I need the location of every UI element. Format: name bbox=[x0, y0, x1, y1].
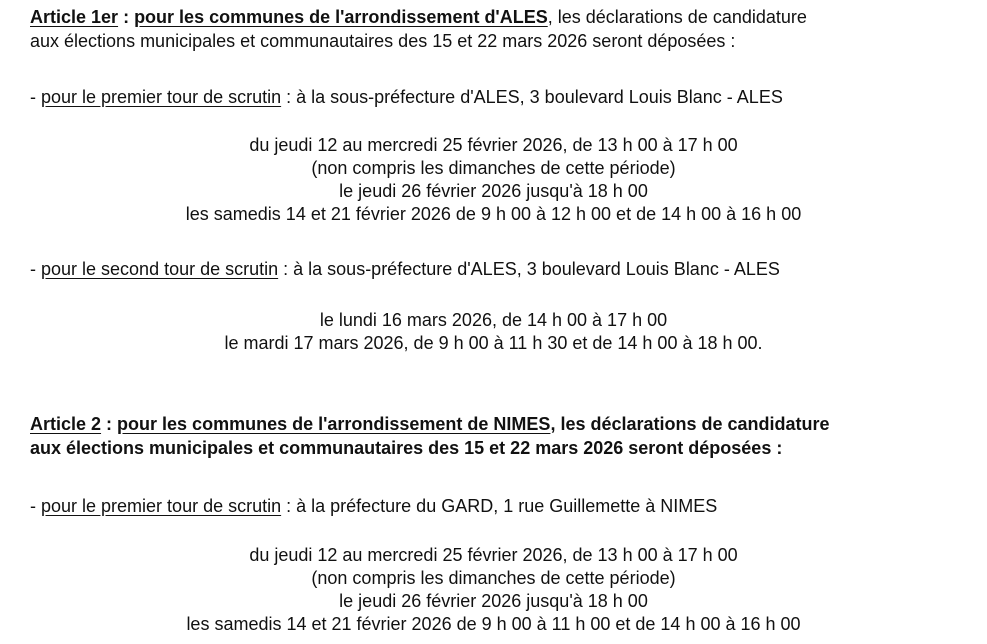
article2-first-schedule-1: du jeudi 12 au mercredi 25 février 2026, de 13 h 00 à 17 h 00 bbox=[249, 545, 738, 565]
article2-label: Article 2 bbox=[30, 414, 102, 434]
article1-first-round-prefix: - bbox=[30, 87, 41, 107]
article2-first-round-prefix: - bbox=[30, 496, 41, 516]
article1-first-schedule-2: (non compris les dimanches de cette période) bbox=[311, 158, 676, 178]
article2-first-schedule-2: (non compris les dimanches de cette période) bbox=[311, 568, 676, 588]
article1-first-round-line bbox=[30, 86, 783, 108]
article1-second-schedule-2: le mardi 17 mars 2026, de 9 h 00 à 11 h 30 et de 14 h 00 à 18 h 00. bbox=[224, 333, 763, 353]
article2-separator: : bbox=[101, 414, 118, 434]
article2-heading-line bbox=[30, 413, 830, 435]
article1-separator: : bbox=[118, 7, 135, 27]
article1-second-round-place: : à la sous-préfecture d'ALES, 3 boulevard Louis Blanc - ALES bbox=[278, 259, 780, 279]
article2-first-round-place: : à la préfecture du GARD, 1 rue Guillemette à NIMES bbox=[281, 496, 718, 516]
article1-first-schedule-1: du jeudi 12 au mercredi 25 février 2026, de 13 h 00 à 17 h 00 bbox=[249, 135, 738, 155]
article2-first-schedule-3: le jeudi 26 février 2026 jusqu'à 18 h 00 bbox=[339, 591, 648, 611]
article1-intro-line2: aux élections municipales et communautaires des 15 et 22 mars 2026 seront déposées : bbox=[30, 31, 736, 51]
article2-first-round-label: pour le premier tour de scrutin bbox=[41, 496, 282, 516]
article2-first-round-line bbox=[30, 495, 717, 517]
article1-first-round-label: pour le premier tour de scrutin bbox=[41, 87, 282, 107]
article1-second-round-label: pour le second tour de scrutin bbox=[41, 259, 279, 279]
article1-intro-rest: , les déclarations de candidature bbox=[547, 7, 807, 27]
article2-intro-rest: , les déclarations de candidature bbox=[550, 414, 830, 434]
article1-second-round-line bbox=[30, 258, 780, 280]
article1-first-schedule-4: les samedis 14 et 21 février 2026 de 9 h 00 à 12 h 00 et de 14 h 00 à 16 h 00 bbox=[185, 204, 802, 224]
article2-scope: pour les communes de l'arrondissement de NIMES bbox=[117, 414, 551, 434]
article1-second-round-prefix: - bbox=[30, 259, 41, 279]
article2-first-schedule-4: les samedis 14 et 21 février 2026 de 9 h 00 à 11 h 00 et de 14 h 00 à 16 h 00 bbox=[186, 614, 801, 634]
article1-label: Article 1er bbox=[30, 7, 119, 27]
article2-intro-line2: aux élections municipales et communautaires des 15 et 22 mars 2026 seront déposées : bbox=[30, 438, 783, 458]
article1-second-schedule-1: le lundi 16 mars 2026, de 14 h 00 à 17 h 00 bbox=[319, 310, 668, 330]
article1-heading-line bbox=[30, 6, 807, 28]
article1-first-round-place: : à la sous-préfecture d'ALES, 3 boulevard Louis Blanc - ALES bbox=[281, 87, 783, 107]
article1-scope: pour les communes de l'arrondissement d'ALES bbox=[134, 7, 548, 27]
article1-first-schedule-3: le jeudi 26 février 2026 jusqu'à 18 h 00 bbox=[339, 181, 648, 201]
